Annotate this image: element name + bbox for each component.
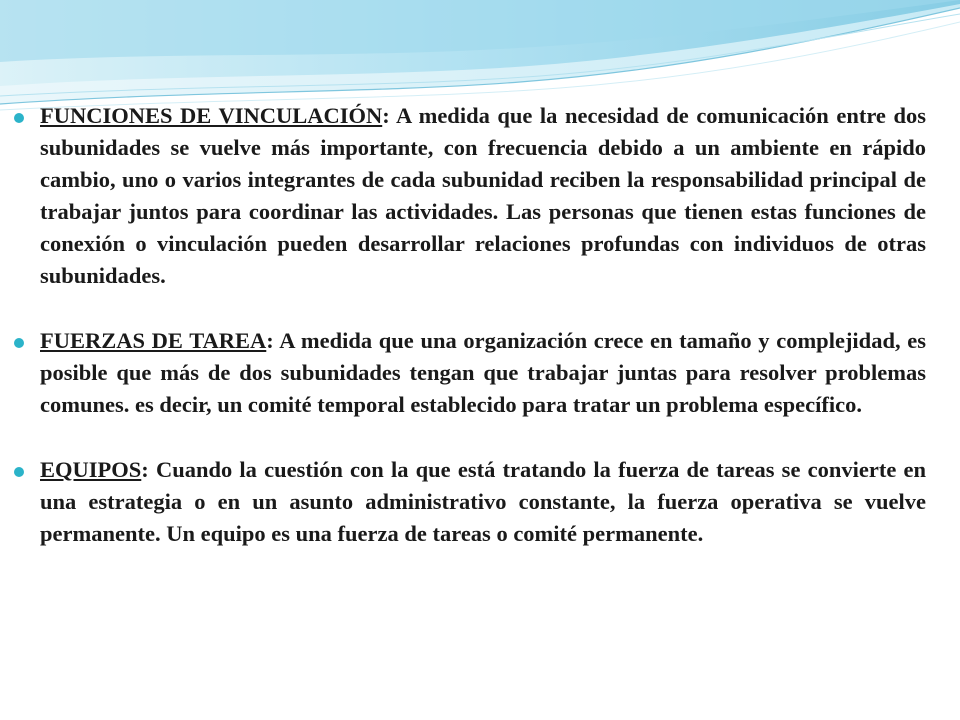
- list-item-equipos: [14, 454, 926, 550]
- term-colon: :: [141, 457, 149, 482]
- term-label: FUNCIONES DE VINCULACIÓN: [40, 103, 383, 128]
- term-colon: :: [266, 328, 274, 353]
- list-item-fuerzas-de-tarea: [14, 325, 926, 421]
- bullet-list: [14, 100, 926, 550]
- bullet-icon: [14, 113, 24, 123]
- term-colon: :: [382, 103, 390, 128]
- list-item-funciones-de-vinculacion: [14, 100, 926, 292]
- item-description: A medida que una organización crece en tamaño y complejidad, es posible que más de dos subunidades tengan que trabajar juntas para resolver problemas comunes. es decir, un comité temporal establecido para tratar un problema específico.: [40, 328, 926, 417]
- term-label: EQUIPOS: [40, 457, 142, 482]
- item-description: A medida que la necesidad de comunicación entre dos subunidades se vuelve más importante, con frecuencia debido a un ambiente en rápido cambio, uno o varios integrantes de cada subunidad reciben la responsabilidad principal de trabajar juntos para coordinar las actividades. Las personas que tienen estas funciones de conexión o vinculación pueden desarrollar relaciones profundas con individuos de otras subunidades.: [40, 103, 926, 288]
- bullet-icon: [14, 467, 24, 477]
- bullet-icon: [14, 338, 24, 348]
- term-label: FUERZAS DE TAREA: [40, 328, 267, 353]
- item-description: Cuando la cuestión con la que está tratando la fuerza de tareas se convierte en una estrategia o en un asunto administrativo constante, la fuerza operativa se vuelve permanente. Un equipo es una fuerza de tareas o comité permanente.: [40, 457, 926, 546]
